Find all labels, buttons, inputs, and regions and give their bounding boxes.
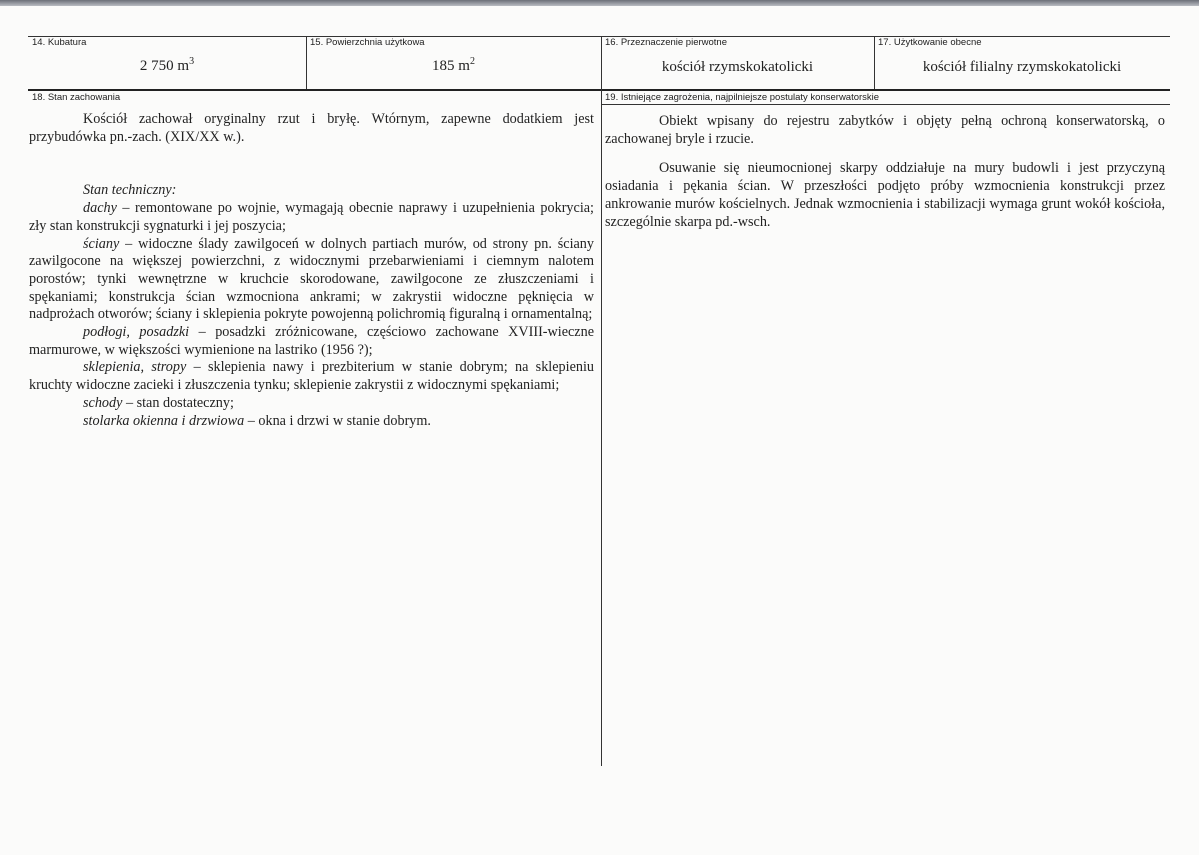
item-stairs: schody – stan dostateczny; [83,394,234,411]
section-19-text [605,113,1165,231]
item-vaults: sklepienia, stropy – sklepienia nawy i prezbiterium w stanie dobrym; na sklepieniu kruchty widoczne zacieki i złuszczenia tynku; sklepienie zakrystii z widocznymi spękaniami; [29,359,594,394]
field-15-label: 15. Powierzchnia użytkowa [310,37,425,48]
item-floors: podłogi, posadzki – posadzki zróżnicowane, częściowo zachowane XVIII-wieczne marmurowe, w większości wymienione na lastriko (1956 ?); [29,324,594,358]
column-divider-2 [601,36,602,766]
section-19-paragraph-2: Osuwanie się nieumocnionej skarpy oddziałuje na mury budowli i jest przyczyną osiadania i pękania ścian. W przeszłości podjęto próby wzmocnienia konstrukcji przez ankrowanie murów kościelnych. Jednak wzmocnienia i stabilizacji wymaga grunt wokół kościoła, szczególnie skarpa pd.-wsch. [605,160,1165,230]
item-roofs: dachy – remontowane po wojnie, wymagają obecnie naprawy i uzupełnienia pokrycia; zły stan konstrukcji sygnaturki i jej poszycia; [29,200,594,234]
section-18-label: 18. Stan zachowania [32,92,121,103]
field-15-value: 185 $m^2$ [432,56,475,74]
section-19-label-underline [601,104,1170,105]
section-18-intro: Kościół zachował oryginalny rzut i bryłę. Wtórnym, zapewne dodatkiem jest przybudówka pn.-zach. (XIX/XX w.). [29,111,594,145]
section-19-label: 19. Istniejące zagrożenia, najpilniejsze postulaty konserwatorskie [605,92,880,103]
table-top-border [28,36,1170,37]
field-16-label: 16. Przeznaczenie pierwotne [605,37,727,48]
item-joinery: stolarka okienna i drzwiowa – okna i drzwi w stanie dobrym. [83,412,431,429]
field-17-label: 17. Użytkowanie obecne [878,37,982,48]
field-16-value: kościół rzymskokatolicki [661,59,814,75]
technical-state-heading: Stan techniczny: [83,182,177,199]
field-14-value: 2 750 $m^3$ [139,56,195,74]
scan-top-edge [0,0,1199,6]
item-walls: ściany – widoczne ślady zawilgoceń w dolnych partiach murów, od strony pn. ściany zawilgocone na większej powierzchni, z widocznymi przebarwieniami i ciemnym nalotem porostów; tynki wewnętrzne w kruchcie skorodowane, zawilgocone ze złuszczeniami i spękaniami; konstrukcja ścian wzmocniona ankrami; w zakrystii widoczne pęknięcia w nadprożach otworów; ściany i sklepienia pokryte powojenną polichromią figuralną i ornamentalną; [29,235,594,323]
section-18-text [29,111,594,430]
section-19-paragraph-1: Obiekt wpisany do rejestru zabytków i objęty pełną ochroną konserwatorską, o zachowanej bryle i rzucie. [605,113,1165,147]
header-row-bottom-border [28,89,1170,91]
field-17-value: kościół filialny rzymskokatolicki [922,59,1122,75]
field-14-label: 14. Kubatura [32,37,87,48]
